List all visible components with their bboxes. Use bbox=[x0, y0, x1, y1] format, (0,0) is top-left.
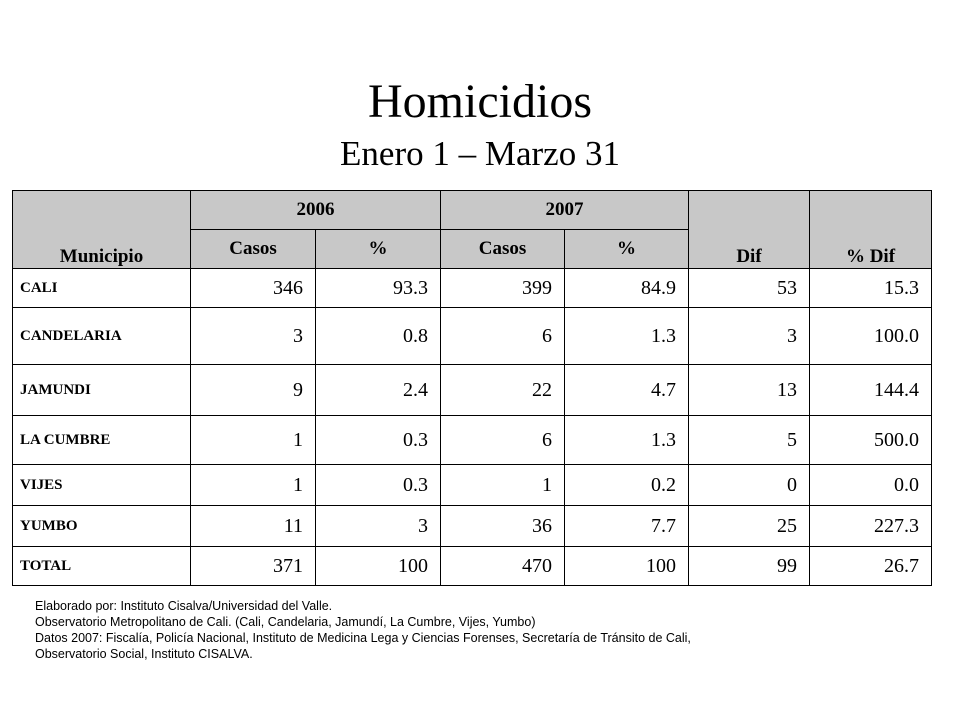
cell-dif: 25 bbox=[689, 506, 810, 547]
cell-dif: 3 bbox=[689, 308, 810, 365]
cell-pct-2007: 1.3 bbox=[565, 308, 689, 365]
table-row-candelaria bbox=[13, 308, 932, 365]
source-notes bbox=[35, 598, 935, 662]
table-row-jamundi bbox=[13, 365, 932, 416]
cell-pct-2007: 0.2 bbox=[565, 465, 689, 506]
cell-municipio: JAMUNDI bbox=[13, 365, 191, 416]
cell-casos-2007: 1 bbox=[441, 465, 565, 506]
cell-pct-2007: 1.3 bbox=[565, 416, 689, 465]
cell-municipio: LA CUMBRE bbox=[13, 416, 191, 465]
cell-pct-2006: 2.4 bbox=[316, 365, 441, 416]
cell-pct-dif: 15.3 bbox=[810, 269, 932, 308]
header-row-years bbox=[13, 191, 932, 230]
cell-pct-2007: 84.9 bbox=[565, 269, 689, 308]
cell-pct-2007: 4.7 bbox=[565, 365, 689, 416]
cell-casos-2007: 22 bbox=[441, 365, 565, 416]
cell-municipio: YUMBO bbox=[13, 506, 191, 547]
cell-pct-2006: 0.3 bbox=[316, 416, 441, 465]
table-row-total bbox=[13, 547, 932, 586]
cell-pct-2006: 0.3 bbox=[316, 465, 441, 506]
table-row-vijes bbox=[13, 465, 932, 506]
cell-pct-dif: 227.3 bbox=[810, 506, 932, 547]
header-casos-2007: Casos bbox=[441, 230, 565, 269]
cell-pct-dif: 26.7 bbox=[810, 547, 932, 586]
cell-municipio: VIJES bbox=[13, 465, 191, 506]
header-pct-dif: % Dif bbox=[810, 191, 932, 269]
header-municipio: Municipio bbox=[13, 191, 191, 269]
cell-dif: 13 bbox=[689, 365, 810, 416]
note-line: Elaborado por: Instituto Cisalva/Universidad del Valle. bbox=[35, 599, 333, 613]
cell-casos-2006: 3 bbox=[191, 308, 316, 365]
table-row-la-cumbre bbox=[13, 416, 932, 465]
cell-casos-2006: 1 bbox=[191, 416, 316, 465]
cell-casos-2007: 6 bbox=[441, 416, 565, 465]
header-pct-2006: % bbox=[316, 230, 441, 269]
page-subtitle: Enero 1 – Marzo 31 bbox=[340, 134, 620, 173]
cell-dif: 5 bbox=[689, 416, 810, 465]
cell-municipio: TOTAL bbox=[13, 547, 191, 586]
cell-pct-dif: 100.0 bbox=[810, 308, 932, 365]
cell-casos-2007: 6 bbox=[441, 308, 565, 365]
cell-casos-2007: 399 bbox=[441, 269, 565, 308]
cell-municipio: CALI bbox=[13, 269, 191, 308]
cell-pct-2006: 3 bbox=[316, 506, 441, 547]
note-line: Datos 2007: Fiscalía, Policía Nacional, Instituto de Medicina Lega y Ciencias Forenses, Secretaría de Tránsito de Cali, bbox=[35, 631, 691, 645]
cell-casos-2007: 36 bbox=[441, 506, 565, 547]
header-casos-2006: Casos bbox=[191, 230, 316, 269]
cell-dif: 99 bbox=[689, 547, 810, 586]
cell-casos-2007: 470 bbox=[441, 547, 565, 586]
note-line: Observatorio Social, Instituto CISALVA. bbox=[35, 647, 253, 661]
note-line: Observatorio Metropolitano de Cali. (Cali, Candelaria, Jamundí, La Cumbre, Vijes, Yumbo) bbox=[35, 615, 536, 629]
cell-pct-2006: 100 bbox=[316, 547, 441, 586]
cell-pct-2007: 100 bbox=[565, 547, 689, 586]
table-row-yumbo bbox=[13, 506, 932, 547]
cell-dif: 53 bbox=[689, 269, 810, 308]
header-pct-2007: % bbox=[565, 230, 689, 269]
cell-casos-2006: 371 bbox=[191, 547, 316, 586]
cell-pct-2007: 7.7 bbox=[565, 506, 689, 547]
cell-pct-2006: 93.3 bbox=[316, 269, 441, 308]
cell-pct-dif: 500.0 bbox=[810, 416, 932, 465]
cell-pct-dif: 144.4 bbox=[810, 365, 932, 416]
header-dif: Dif bbox=[689, 191, 810, 269]
homicides-table bbox=[12, 190, 932, 586]
cell-casos-2006: 11 bbox=[191, 506, 316, 547]
cell-pct-2006: 0.8 bbox=[316, 308, 441, 365]
cell-casos-2006: 9 bbox=[191, 365, 316, 416]
cell-dif: 0 bbox=[689, 465, 810, 506]
table-row-cali bbox=[13, 269, 932, 308]
header-year-2006: 2006 bbox=[191, 191, 441, 230]
header-year-2007: 2007 bbox=[441, 191, 689, 230]
cell-casos-2006: 1 bbox=[191, 465, 316, 506]
cell-casos-2006: 346 bbox=[191, 269, 316, 308]
cell-pct-dif: 0.0 bbox=[810, 465, 932, 506]
cell-municipio: CANDELARIA bbox=[13, 308, 191, 365]
page-title: Homicidios bbox=[368, 75, 592, 128]
